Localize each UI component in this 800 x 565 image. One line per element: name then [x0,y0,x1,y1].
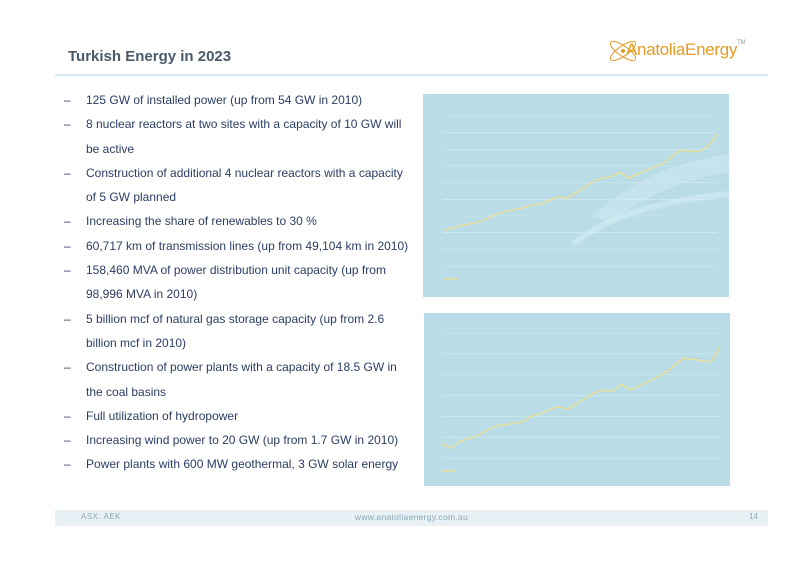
bullet-item: – Construction of power plants with a capacity of 18.5 GW in the coal basins [60,355,410,404]
carbon-emissions-chart [424,313,730,486]
bullet-item: – Increasing wind power to 20 GW (up from 1.7 GW in 2010) [60,428,410,452]
bullet-item: – 158,460 MVA of power distribution unit capacity (up from 98,996 MVA in 2010) [60,258,410,307]
bullet-item: – 5 billion mcf of natural gas storage capacity (up from 2.6 billion mcf in 2010) [60,307,410,356]
bullet-item: – Full utilization of hydropower [60,404,410,428]
company-logo [606,34,746,68]
bullet-item: – Construction of additional 4 nuclear reactors with a capacity of 5 GW planned [60,161,410,210]
footer-ticker: ASX: AEK [81,512,122,521]
logo-wordmark [626,40,745,60]
bullet-item: – Increasing the share of renewables to 30 % [60,209,410,233]
bullet-item: – 125 GW of installed power (up from 54 GW in 2010) [60,88,410,112]
carbon-emissions-chart-plot [424,313,730,486]
page-number: 14 [749,512,758,521]
bullet-list [60,88,410,477]
footer-website-link[interactable]: www.anatoliaenergy.com.au [354,512,469,522]
footer-bar [55,510,768,526]
bullet-item: – Power plants with 600 MW geothermal, 3 GW solar energy [60,452,410,476]
primary-energy-chart [423,94,729,297]
logo-trademark: TM [737,40,746,46]
logo-name: AnatoliaEnergy [626,40,738,59]
header-divider [55,74,768,76]
slide-title: Turkish Energy in 2023 [68,48,232,65]
primary-energy-chart-plot [423,94,729,297]
bullet-item: – 8 nuclear reactors at two sites with a capacity of 10 GW will be active [60,112,410,161]
series-line [442,347,720,448]
background-swoosh [573,194,729,244]
bullet-item: – 60,717 km of transmission lines (up from 49,104 km in 2010) [60,234,410,258]
